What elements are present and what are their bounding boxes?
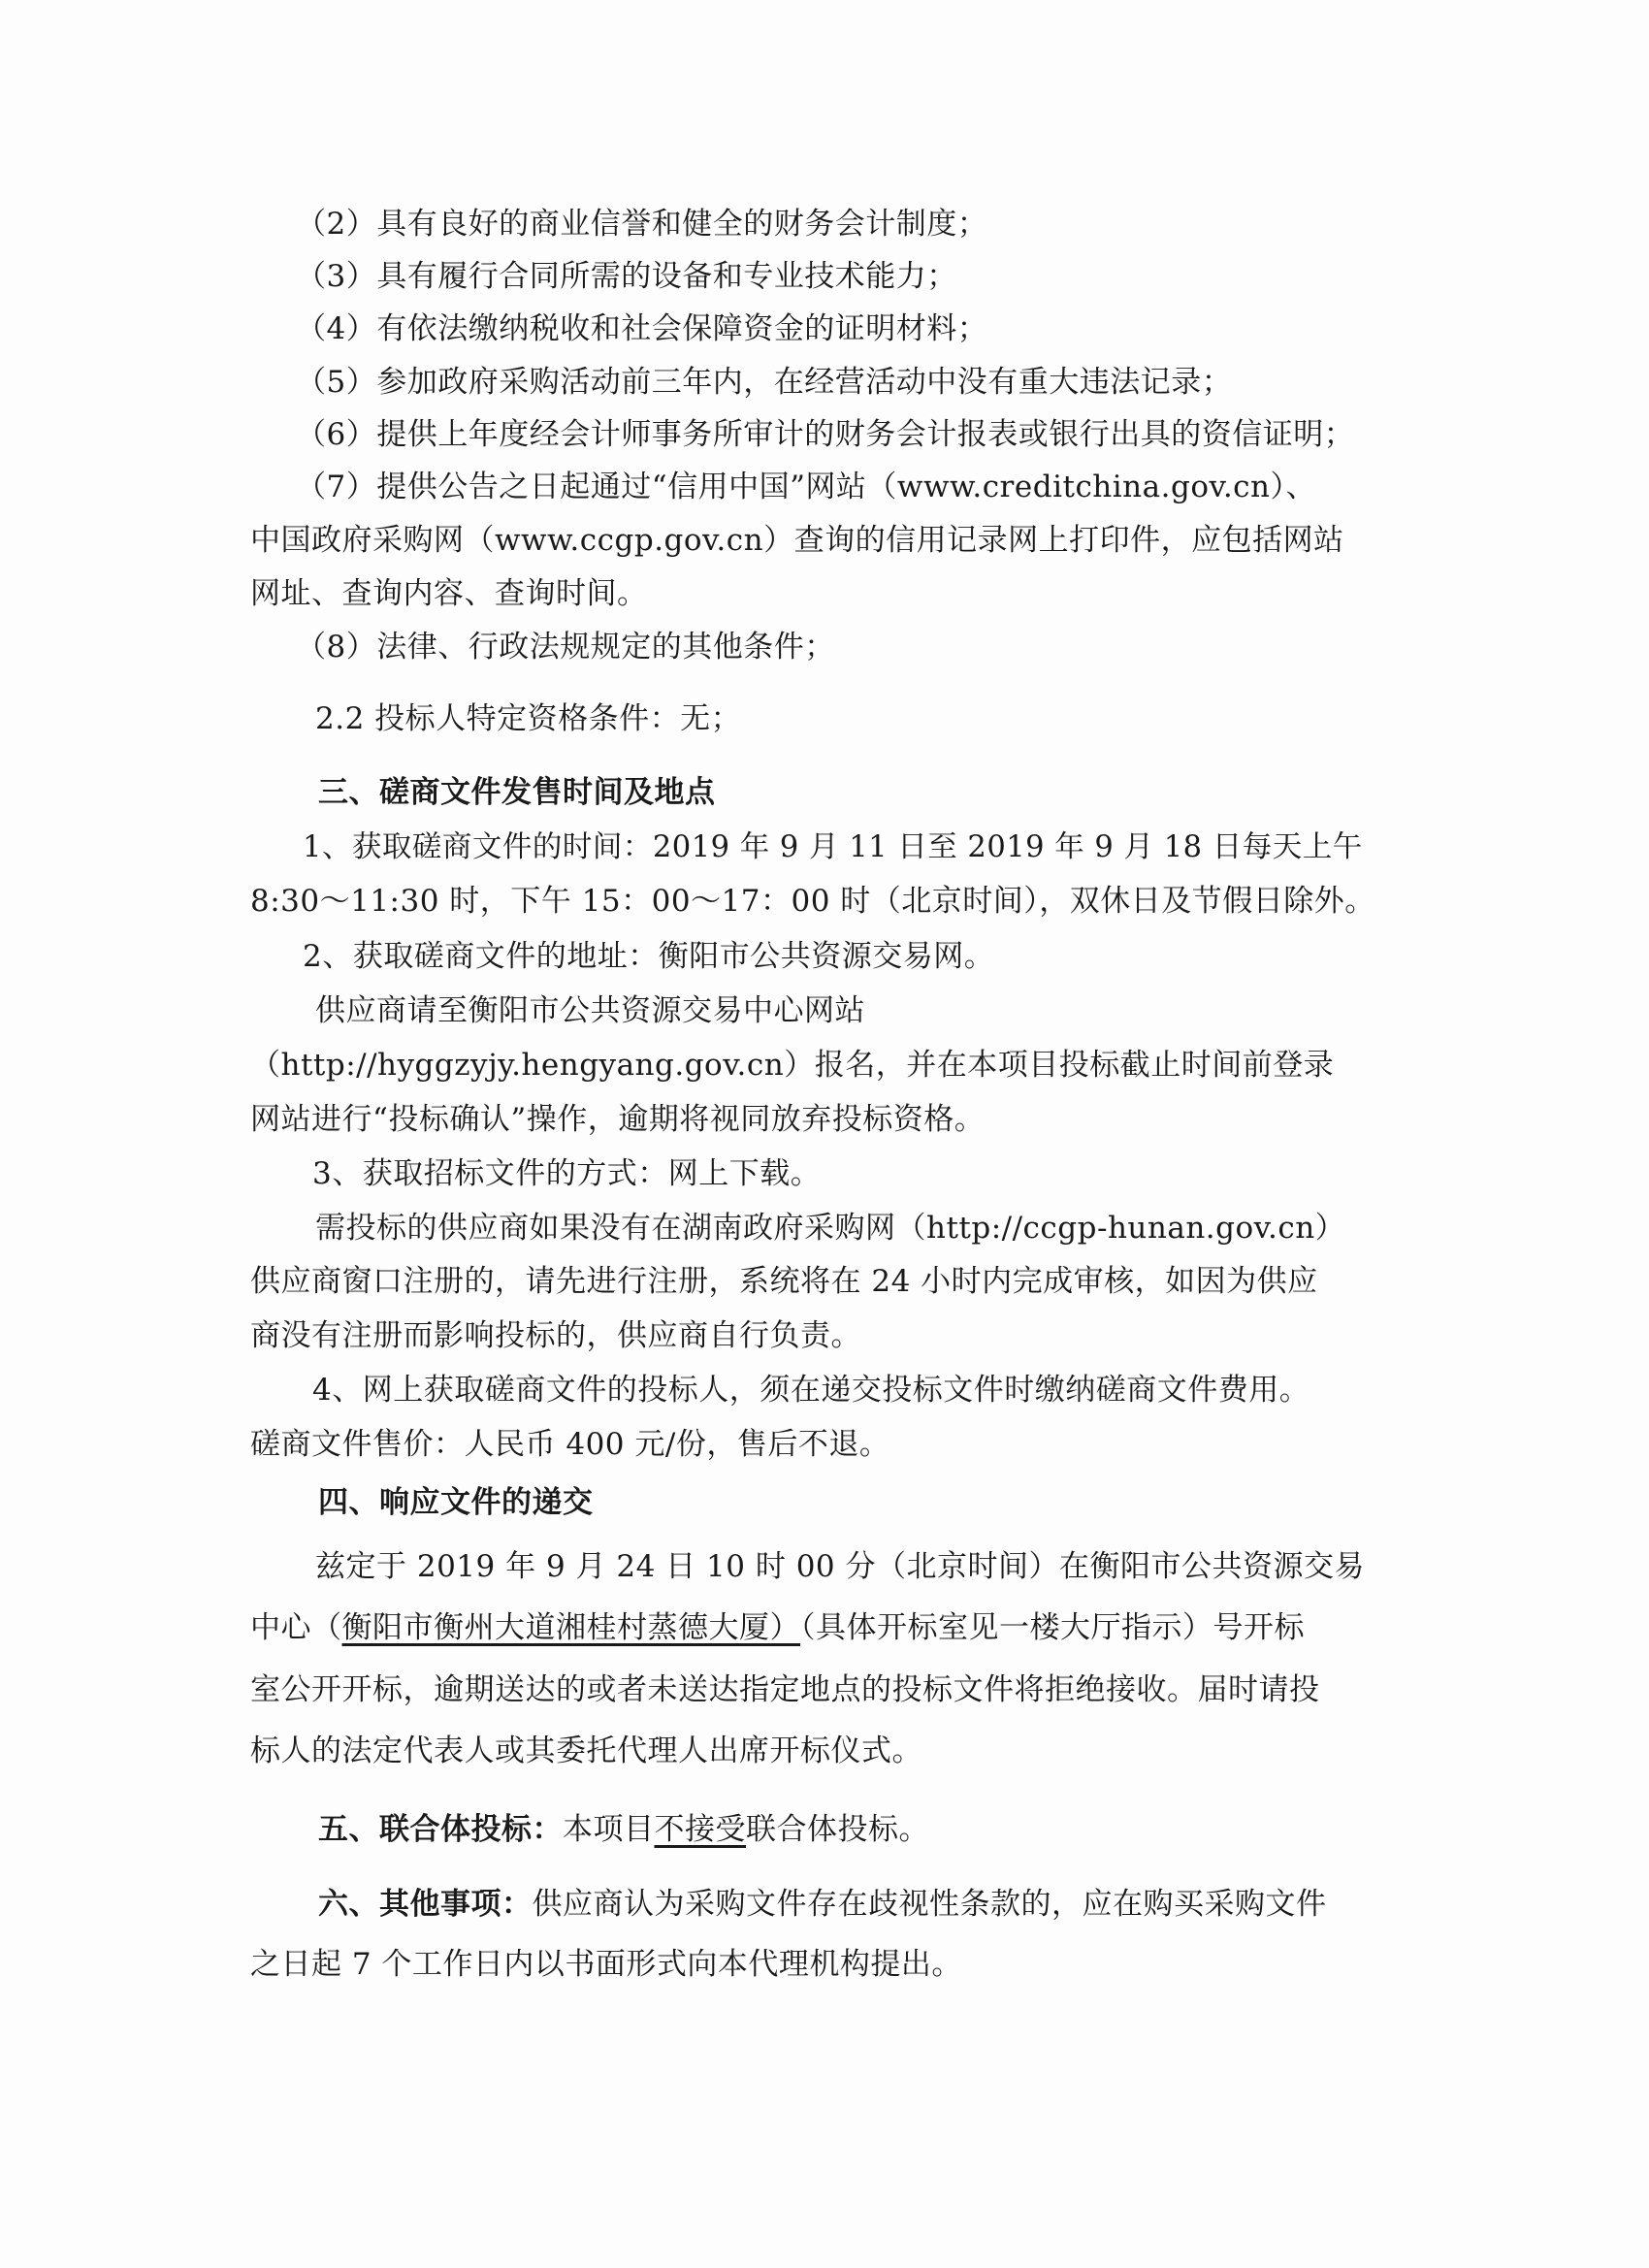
section-3-item-3-cont2: 商没有注册而影响投标的，供应商自行负责。 xyxy=(250,1318,861,1353)
section-4-text-a: 中心（ xyxy=(250,1610,342,1645)
section-5-heading: 五、联合体投标： xyxy=(318,1812,563,1847)
qualification-item-6: （6）提供上年度经会计师事务所审计的财务会计报表或银行出具的资信证明； xyxy=(296,417,1355,452)
section-6-cont: 之日起 7 个工作日内以书面形式向本代理机构提出。 xyxy=(250,1947,962,1982)
section-5 xyxy=(318,1810,929,1849)
section-3-heading: 三、磋商文件发售时间及地点 xyxy=(318,775,716,810)
section-5-text-b: 联合体投标。 xyxy=(746,1812,929,1847)
section-4-para-line-3: 室公开开标，逾期送达的或者未送达指定地点的投标文件将拒绝接收。届时请投 xyxy=(250,1672,1320,1707)
section-4-heading: 四、响应文件的递交 xyxy=(318,1485,594,1520)
section-4-para-line-2 xyxy=(250,1608,1305,1647)
section-3-item-3-detail: 需投标的供应商如果没有在湖南政府采购网（http://ccgp-hunan.gov.cn） xyxy=(315,1211,1346,1246)
special-qualification: 2.2 投标人特定资格条件：无； xyxy=(315,701,742,736)
section-4-text-c: （具体开标室见一楼大厅指示）号开标 xyxy=(800,1610,1305,1645)
section-3-item-3-cont: 供应商窗口注册的，请先进行注册，系统将在 24 小时内完成审核，如因为供应 xyxy=(250,1264,1318,1299)
section-3-item-2: 2、获取磋商文件的地址：衡阳市公共资源交易网。 xyxy=(303,939,995,974)
section-3-item-3: 3、获取招标文件的方式：网上下载。 xyxy=(312,1156,822,1191)
section-3-item-2-detail: 供应商请至衡阳市公共资源交易中心网站 xyxy=(315,993,865,1028)
section-3-item-4: 4、网上获取磋商文件的投标人，须在递交投标文件时缴纳磋商文件费用。 xyxy=(312,1373,1310,1408)
section-5-text-a: 本项目 xyxy=(563,1812,655,1847)
section-4-para-line-4: 标人的法定代表人或其委托代理人出席开标仪式。 xyxy=(250,1733,922,1768)
section-3-item-2-cont: 网站进行“投标确认”操作，逾期将视同放弃投标资格。 xyxy=(250,1102,986,1137)
qualification-item-2: （2）具有良好的商业信誉和健全的财务会计制度； xyxy=(296,207,988,242)
section-3-item-2-url: （http://hyggzyjy.hengyang.gov.cn）报名，并在本项目投标截止时间前登录 xyxy=(250,1048,1335,1083)
section-3-item-1-cont: 8:30～11:30 时，下午 15：00～17：00 时（北京时间），双休日及节假日除外。 xyxy=(250,884,1375,919)
qualification-item-4: （4）有依法缴纳税收和社会保障资金的证明材料； xyxy=(296,311,988,346)
section-6 xyxy=(318,1885,1327,1924)
section-6-heading: 六、其他事项： xyxy=(318,1887,533,1922)
venue-address: 衡阳市衡州大道湘桂村蒸德大厦） xyxy=(341,1610,800,1645)
section-3-item-1: 1、获取磋商文件的时间：2019 年 9 月 11 日至 2019 年 9 月 18 日每天上午 xyxy=(303,830,1363,864)
section-6-text: 供应商认为采购文件存在歧视性条款的，应在购买采购文件 xyxy=(532,1887,1327,1922)
qualification-item-7: （7）提供公告之日起通过“信用中国”网站（www.creditchina.gov.cn）、 xyxy=(296,470,1317,504)
qualification-item-7-cont: 中国政府采购网（www.ccgp.gov.cn）查询的信用记录网上打印件，应包括网站 xyxy=(250,523,1344,558)
qualification-item-3: （3）具有履行合同所需的设备和专业技术能力； xyxy=(296,259,957,294)
qualification-item-5: （5）参加政府采购活动前三年内，在经营活动中没有重大违法记录； xyxy=(296,365,1233,400)
qualification-item-8: （8）法律、行政法规规定的其他条件； xyxy=(296,630,835,664)
section-5-not-accepted: 不接受 xyxy=(654,1812,746,1847)
section-4-para-line-1: 兹定于 2019 年 9 月 24 日 10 时 00 分（北京时间）在衡阳市公共资源交易 xyxy=(315,1549,1365,1584)
qualification-item-7-cont2: 网址、查询内容、查询时间。 xyxy=(250,576,648,611)
section-3-item-4-cont: 磋商文件售价：人民币 400 元/份，售后不退。 xyxy=(250,1427,890,1462)
